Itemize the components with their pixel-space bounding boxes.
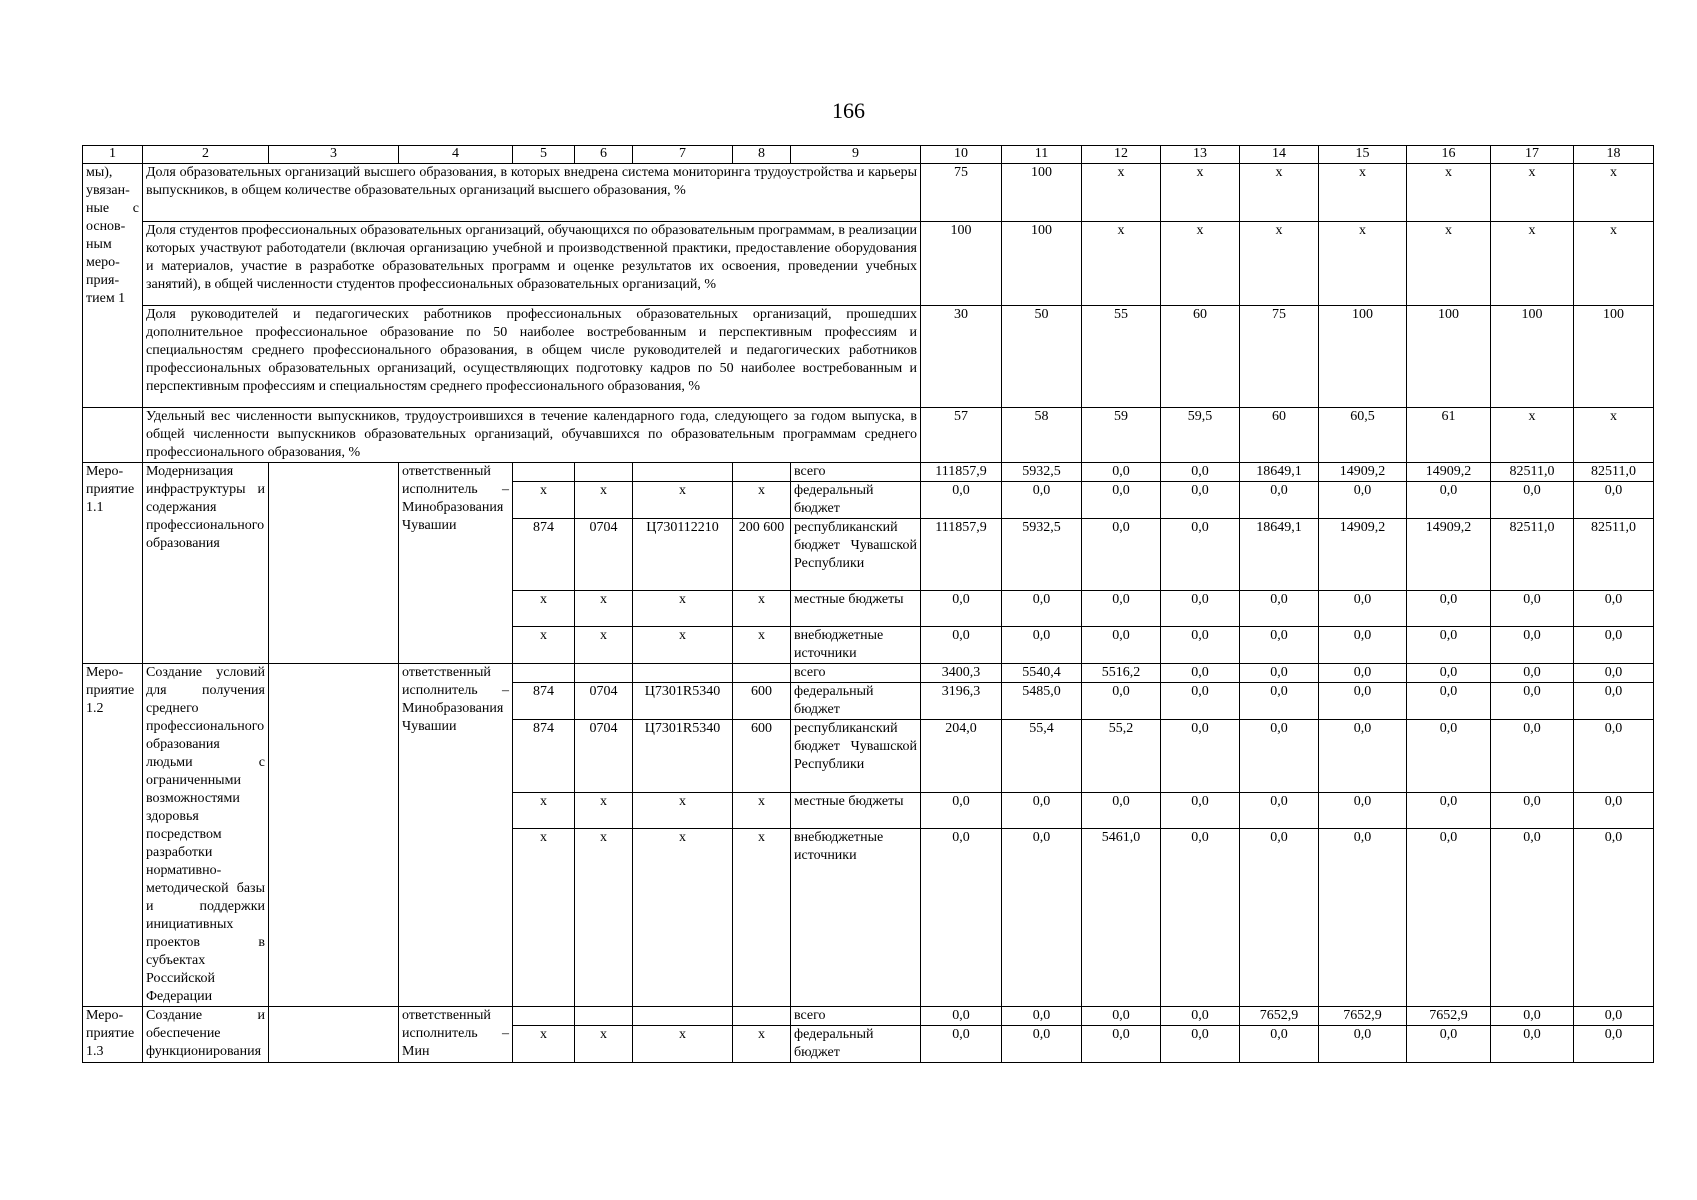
funding-value: 0,0 [1407, 664, 1491, 683]
funding-value: 0,0 [1319, 664, 1407, 683]
budget-code: x [633, 829, 733, 1007]
funding-value: 14909,2 [1407, 463, 1491, 482]
funding-value: 0,0 [921, 482, 1002, 519]
indicator-value: x [1319, 222, 1407, 306]
budget-code: 200 600 [733, 519, 791, 591]
indicator-value: 100 [1319, 306, 1407, 408]
funding-value: 14909,2 [1407, 519, 1491, 591]
funding-value: 0,0 [1082, 1007, 1161, 1026]
funding-value: 0,0 [1407, 683, 1491, 720]
funding-value: 0,0 [1082, 519, 1161, 591]
funding-value: 0,0 [1161, 1026, 1240, 1063]
funding-value: 3196,3 [921, 683, 1002, 720]
budget-code: 0704 [575, 720, 633, 793]
funding-source: внебюджетные источники [791, 829, 921, 1007]
column-header: 6 [575, 146, 633, 164]
column-header: 16 [1407, 146, 1491, 164]
funding-value: 0,0 [1407, 627, 1491, 664]
budget-code: x [513, 482, 575, 519]
funding-value: 0,0 [1161, 1007, 1240, 1026]
budget-code [575, 664, 633, 683]
indicator-value: 60 [1161, 306, 1240, 408]
funding-value: 14909,2 [1319, 463, 1407, 482]
indicator-value: 55 [1082, 306, 1161, 408]
funding-value: 7652,9 [1319, 1007, 1407, 1026]
funding-value: 0,0 [1319, 1026, 1407, 1063]
budget-code [633, 463, 733, 482]
funding-source: внебюджетные источники [791, 627, 921, 664]
budget-code [575, 1007, 633, 1026]
budget-code: 600 [733, 683, 791, 720]
budget-code: Ц7301R5340 [633, 683, 733, 720]
funding-value: 5540,4 [1002, 664, 1082, 683]
funding-value: 5516,2 [1082, 664, 1161, 683]
funding-value: 0,0 [1161, 720, 1240, 793]
indicator-value: x [1161, 164, 1240, 222]
measure-label: Мероприятие 1.3 [83, 1007, 143, 1063]
measure-col3 [269, 1007, 399, 1063]
funding-value: 0,0 [1082, 482, 1161, 519]
indicator-value: 30 [921, 306, 1002, 408]
funding-value: 18649,1 [1240, 463, 1319, 482]
column-header: 2 [143, 146, 269, 164]
funding-value: 82511,0 [1491, 519, 1574, 591]
funding-value: 0,0 [1240, 591, 1319, 627]
funding-value: 0,0 [921, 627, 1002, 664]
indicator-value: x [1574, 164, 1654, 222]
measure-col3 [269, 664, 399, 1007]
budget-code [575, 463, 633, 482]
funding-row [83, 463, 1654, 482]
funding-value: 0,0 [1240, 720, 1319, 793]
funding-value: 0,0 [1161, 463, 1240, 482]
funding-value: 0,0 [1407, 829, 1491, 1007]
indicator-value: 100 [1002, 222, 1082, 306]
funding-value: 0,0 [1161, 683, 1240, 720]
funding-value: 0,0 [1002, 1026, 1082, 1063]
budget-code: x [575, 1026, 633, 1063]
funding-value: 204,0 [921, 720, 1002, 793]
budget-code: x [633, 1026, 733, 1063]
budget-code: x [513, 829, 575, 1007]
budget-code [633, 664, 733, 683]
budget-code: 874 [513, 683, 575, 720]
budget-code [633, 1007, 733, 1026]
budget-code: 0704 [575, 519, 633, 591]
funding-value: 55,4 [1002, 720, 1082, 793]
funding-value: 5932,5 [1002, 463, 1082, 482]
funding-value: 0,0 [1574, 1026, 1654, 1063]
budget-code [513, 664, 575, 683]
budget-table [82, 145, 1654, 1063]
budget-code: x [733, 591, 791, 627]
budget-code: x [575, 829, 633, 1007]
funding-value: 0,0 [1407, 720, 1491, 793]
column-header: 17 [1491, 146, 1574, 164]
funding-value: 0,0 [1574, 829, 1654, 1007]
funding-value: 0,0 [1491, 793, 1574, 829]
funding-value: 7652,9 [1407, 1007, 1491, 1026]
funding-value: 0,0 [1574, 720, 1654, 793]
indicator-text: Доля руководителей и педагогических работников профессиональных образовательных организаций, прошедших дополнительное профессиональное образование по 50 наиболее востребованным и перспективным профессиям и специальностям среднего профессионального образования, в общем числе руководителей и педагогических работников профессиональных образовательных организаций, осуществляющих подготовку кадров по 50 наиболее востребованным и перспективным профессиям и специальностям среднего профессионального образования, % [143, 306, 921, 408]
funding-value: 0,0 [921, 829, 1002, 1007]
column-header: 15 [1319, 146, 1407, 164]
column-header: 1 [83, 146, 143, 164]
funding-value: 0,0 [1082, 793, 1161, 829]
funding-value: 0,0 [1491, 829, 1574, 1007]
funding-value: 0,0 [921, 591, 1002, 627]
indicator-value: x [1574, 222, 1654, 306]
budget-code: 874 [513, 519, 575, 591]
funding-source: всего [791, 1007, 921, 1026]
funding-value: 82511,0 [1574, 519, 1654, 591]
indicator-value: x [1407, 222, 1491, 306]
funding-value: 0,0 [921, 1007, 1002, 1026]
funding-value: 0,0 [1319, 683, 1407, 720]
funding-value: 0,0 [1002, 1007, 1082, 1026]
budget-code: x [733, 1026, 791, 1063]
funding-value: 0,0 [1240, 683, 1319, 720]
funding-value: 0,0 [1491, 683, 1574, 720]
measure-name: Модернизация инфраструктуры и содержания профессионального образования [143, 463, 269, 664]
budget-code: x [513, 627, 575, 664]
funding-value: 0,0 [1161, 591, 1240, 627]
budget-code: x [513, 1026, 575, 1063]
measure-executor: ответственный исполнитель – Мин [399, 1007, 513, 1063]
funding-value: 55,2 [1082, 720, 1161, 793]
funding-value: 111857,9 [921, 519, 1002, 591]
indicator-value: 100 [1407, 306, 1491, 408]
funding-value: 0,0 [1082, 463, 1161, 482]
funding-value: 82511,0 [1574, 463, 1654, 482]
column-header: 7 [633, 146, 733, 164]
funding-value: 0,0 [1491, 1007, 1574, 1026]
funding-value: 0,0 [1574, 793, 1654, 829]
funding-value: 7652,9 [1240, 1007, 1319, 1026]
measure-name: Создание условий для получения среднего профессионального образования людьми с ограниченными возможностями здоровья посредством разработки нормативно-методической базы и поддержки инициативных проектов в субъектах Российской Федерации [143, 664, 269, 1007]
funding-value: 0,0 [1240, 482, 1319, 519]
funding-value: 82511,0 [1491, 463, 1574, 482]
indicator-value: 57 [921, 408, 1002, 463]
funding-value: 0,0 [921, 793, 1002, 829]
funding-value: 0,0 [1491, 720, 1574, 793]
indicator-value: 75 [1240, 306, 1319, 408]
funding-source: местные бюджеты [791, 793, 921, 829]
funding-value: 0,0 [1161, 627, 1240, 664]
funding-value: 0,0 [1491, 482, 1574, 519]
funding-source: республиканский бюджет Чувашской Республики [791, 720, 921, 793]
budget-code: Ц7301R5340 [633, 720, 733, 793]
funding-value: 0,0 [1319, 627, 1407, 664]
funding-value: 5485,0 [1002, 683, 1082, 720]
funding-value: 0,0 [1082, 591, 1161, 627]
column-header: 18 [1574, 146, 1654, 164]
funding-value: 0,0 [1082, 1026, 1161, 1063]
measure-name: Создание и обеспечение функционирования [143, 1007, 269, 1063]
budget-code: x [575, 482, 633, 519]
budget-code: Ц730112210 [633, 519, 733, 591]
funding-value: 0,0 [1574, 1007, 1654, 1026]
budget-code: x [733, 627, 791, 664]
funding-value: 0,0 [1161, 829, 1240, 1007]
funding-row [83, 1007, 1654, 1026]
budget-code: x [633, 627, 733, 664]
indicator-value: x [1407, 164, 1491, 222]
indicator-value: 100 [1491, 306, 1574, 408]
column-header: 14 [1240, 146, 1319, 164]
budget-code: x [733, 829, 791, 1007]
funding-value: 0,0 [1161, 519, 1240, 591]
page-number: 166 [832, 98, 865, 123]
column-header: 8 [733, 146, 791, 164]
funding-value: 0,0 [1407, 482, 1491, 519]
funding-value: 0,0 [1407, 1026, 1491, 1063]
indicator-value: x [1491, 222, 1574, 306]
funding-value: 0,0 [1161, 793, 1240, 829]
budget-code: 874 [513, 720, 575, 793]
funding-value: 0,0 [1240, 627, 1319, 664]
indicator-value: x [1240, 222, 1319, 306]
measure-executor: ответственный исполнитель – Минобразования Чувашии [399, 664, 513, 1007]
indicator-value: x [1082, 222, 1161, 306]
funding-source: республиканский бюджет Чувашской Республики [791, 519, 921, 591]
indicator-row [83, 164, 1654, 222]
budget-code [513, 1007, 575, 1026]
indicator-value: 58 [1002, 408, 1082, 463]
funding-value: 0,0 [1002, 793, 1082, 829]
budget-code [733, 463, 791, 482]
funding-value: 0,0 [1002, 829, 1082, 1007]
indicator-value: x [1491, 164, 1574, 222]
indicator-value: 60,5 [1319, 408, 1407, 463]
budget-code: 600 [733, 720, 791, 793]
budget-code [733, 664, 791, 683]
funding-value: 0,0 [1161, 482, 1240, 519]
indicator-group-label: мы), увязанные с основным мероприятием 1 [83, 164, 143, 408]
funding-value: 0,0 [1240, 664, 1319, 683]
indicator-value: x [1082, 164, 1161, 222]
column-header: 4 [399, 146, 513, 164]
indicator-group-label-blank [83, 408, 143, 463]
indicator-text: Доля образовательных организаций высшего образования, в которых внедрена система мониторинга трудоустройства и карьеры выпускников, в общем количестве образовательных организаций высшего образования, % [143, 164, 921, 222]
funding-value: 0,0 [1491, 627, 1574, 664]
indicator-row [83, 408, 1654, 463]
funding-source: всего [791, 463, 921, 482]
budget-code: x [733, 793, 791, 829]
budget-code: x [633, 482, 733, 519]
funding-source: всего [791, 664, 921, 683]
indicator-value: 100 [1574, 306, 1654, 408]
funding-value: 111857,9 [921, 463, 1002, 482]
funding-source: местные бюджеты [791, 591, 921, 627]
indicator-text: Доля студентов профессиональных образовательных организаций, обучающихся по образовательным программам, в реализации которых участвуют работодатели (включая организацию учебной и производственной практики, предоставление оборудования и материалов, участие в разработке образовательных программ и оценке результатов их освоения, проведении учебных занятий), в общей численности студентов профессиональных образовательных организаций, % [143, 222, 921, 306]
funding-value: 0,0 [1574, 664, 1654, 683]
budget-code: x [633, 591, 733, 627]
funding-row [83, 664, 1654, 683]
indicator-value: x [1240, 164, 1319, 222]
column-header: 10 [921, 146, 1002, 164]
funding-value: 14909,2 [1319, 519, 1407, 591]
funding-value: 0,0 [1319, 591, 1407, 627]
funding-value: 0,0 [1319, 793, 1407, 829]
funding-value: 0,0 [1491, 1026, 1574, 1063]
indicator-value: x [1491, 408, 1574, 463]
indicator-value: 59,5 [1161, 408, 1240, 463]
budget-code: x [575, 591, 633, 627]
column-header: 9 [791, 146, 921, 164]
budget-code: 0704 [575, 683, 633, 720]
funding-source: федеральный бюджет [791, 683, 921, 720]
funding-value: 0,0 [1319, 720, 1407, 793]
funding-value: 0,0 [1491, 591, 1574, 627]
column-header: 5 [513, 146, 575, 164]
indicator-value: 61 [1407, 408, 1491, 463]
indicator-row [83, 306, 1654, 408]
funding-value: 0,0 [1407, 793, 1491, 829]
funding-value: 0,0 [1491, 664, 1574, 683]
funding-value: 0,0 [1407, 591, 1491, 627]
indicator-value: 100 [1002, 164, 1082, 222]
funding-value: 0,0 [1002, 482, 1082, 519]
indicator-row [83, 222, 1654, 306]
funding-value: 0,0 [1002, 591, 1082, 627]
column-header: 3 [269, 146, 399, 164]
funding-source: федеральный бюджет [791, 482, 921, 519]
funding-value: 5461,0 [1082, 829, 1161, 1007]
funding-value: 0,0 [1082, 627, 1161, 664]
budget-code: x [733, 482, 791, 519]
indicator-value: 50 [1002, 306, 1082, 408]
measure-executor: ответственный исполнитель – Минобразования Чувашии [399, 463, 513, 664]
budget-code: x [633, 793, 733, 829]
funding-value: 0,0 [1240, 829, 1319, 1007]
indicator-value: 100 [921, 222, 1002, 306]
funding-value: 0,0 [1574, 591, 1654, 627]
column-header: 11 [1002, 146, 1082, 164]
indicator-value: x [1161, 222, 1240, 306]
funding-value: 0,0 [1574, 683, 1654, 720]
funding-value: 0,0 [1082, 683, 1161, 720]
budget-code [733, 1007, 791, 1026]
funding-value: 0,0 [1574, 482, 1654, 519]
indicator-value: 59 [1082, 408, 1161, 463]
column-header: 13 [1161, 146, 1240, 164]
funding-value: 0,0 [1240, 1026, 1319, 1063]
funding-value: 0,0 [1240, 793, 1319, 829]
indicator-value: 60 [1240, 408, 1319, 463]
funding-value: 0,0 [1161, 664, 1240, 683]
measure-col3 [269, 463, 399, 664]
funding-value: 5932,5 [1002, 519, 1082, 591]
column-header: 12 [1082, 146, 1161, 164]
funding-value: 0,0 [1002, 627, 1082, 664]
indicator-value: 75 [921, 164, 1002, 222]
budget-code: x [575, 627, 633, 664]
budget-code: x [513, 591, 575, 627]
measure-label: Мероприятие 1.1 [83, 463, 143, 664]
funding-value: 0,0 [1319, 482, 1407, 519]
header-row [83, 146, 1654, 164]
indicator-text: Удельный вес численности выпускников, трудоустроившихся в течение календарного года, следующего за годом выпуска, в общей численности выпускников образовательных организаций, обучавшихся по образовательным программам среднего профессионального образования, % [143, 408, 921, 463]
budget-code: x [575, 793, 633, 829]
indicator-value: x [1574, 408, 1654, 463]
funding-value: 0,0 [921, 1026, 1002, 1063]
funding-value: 18649,1 [1240, 519, 1319, 591]
funding-value: 3400,3 [921, 664, 1002, 683]
indicator-value: x [1319, 164, 1407, 222]
budget-code: x [513, 793, 575, 829]
measure-label: Мероприятие 1.2 [83, 664, 143, 1007]
funding-value: 0,0 [1574, 627, 1654, 664]
funding-source: федеральный бюджет [791, 1026, 921, 1063]
funding-value: 0,0 [1319, 829, 1407, 1007]
budget-code [513, 463, 575, 482]
